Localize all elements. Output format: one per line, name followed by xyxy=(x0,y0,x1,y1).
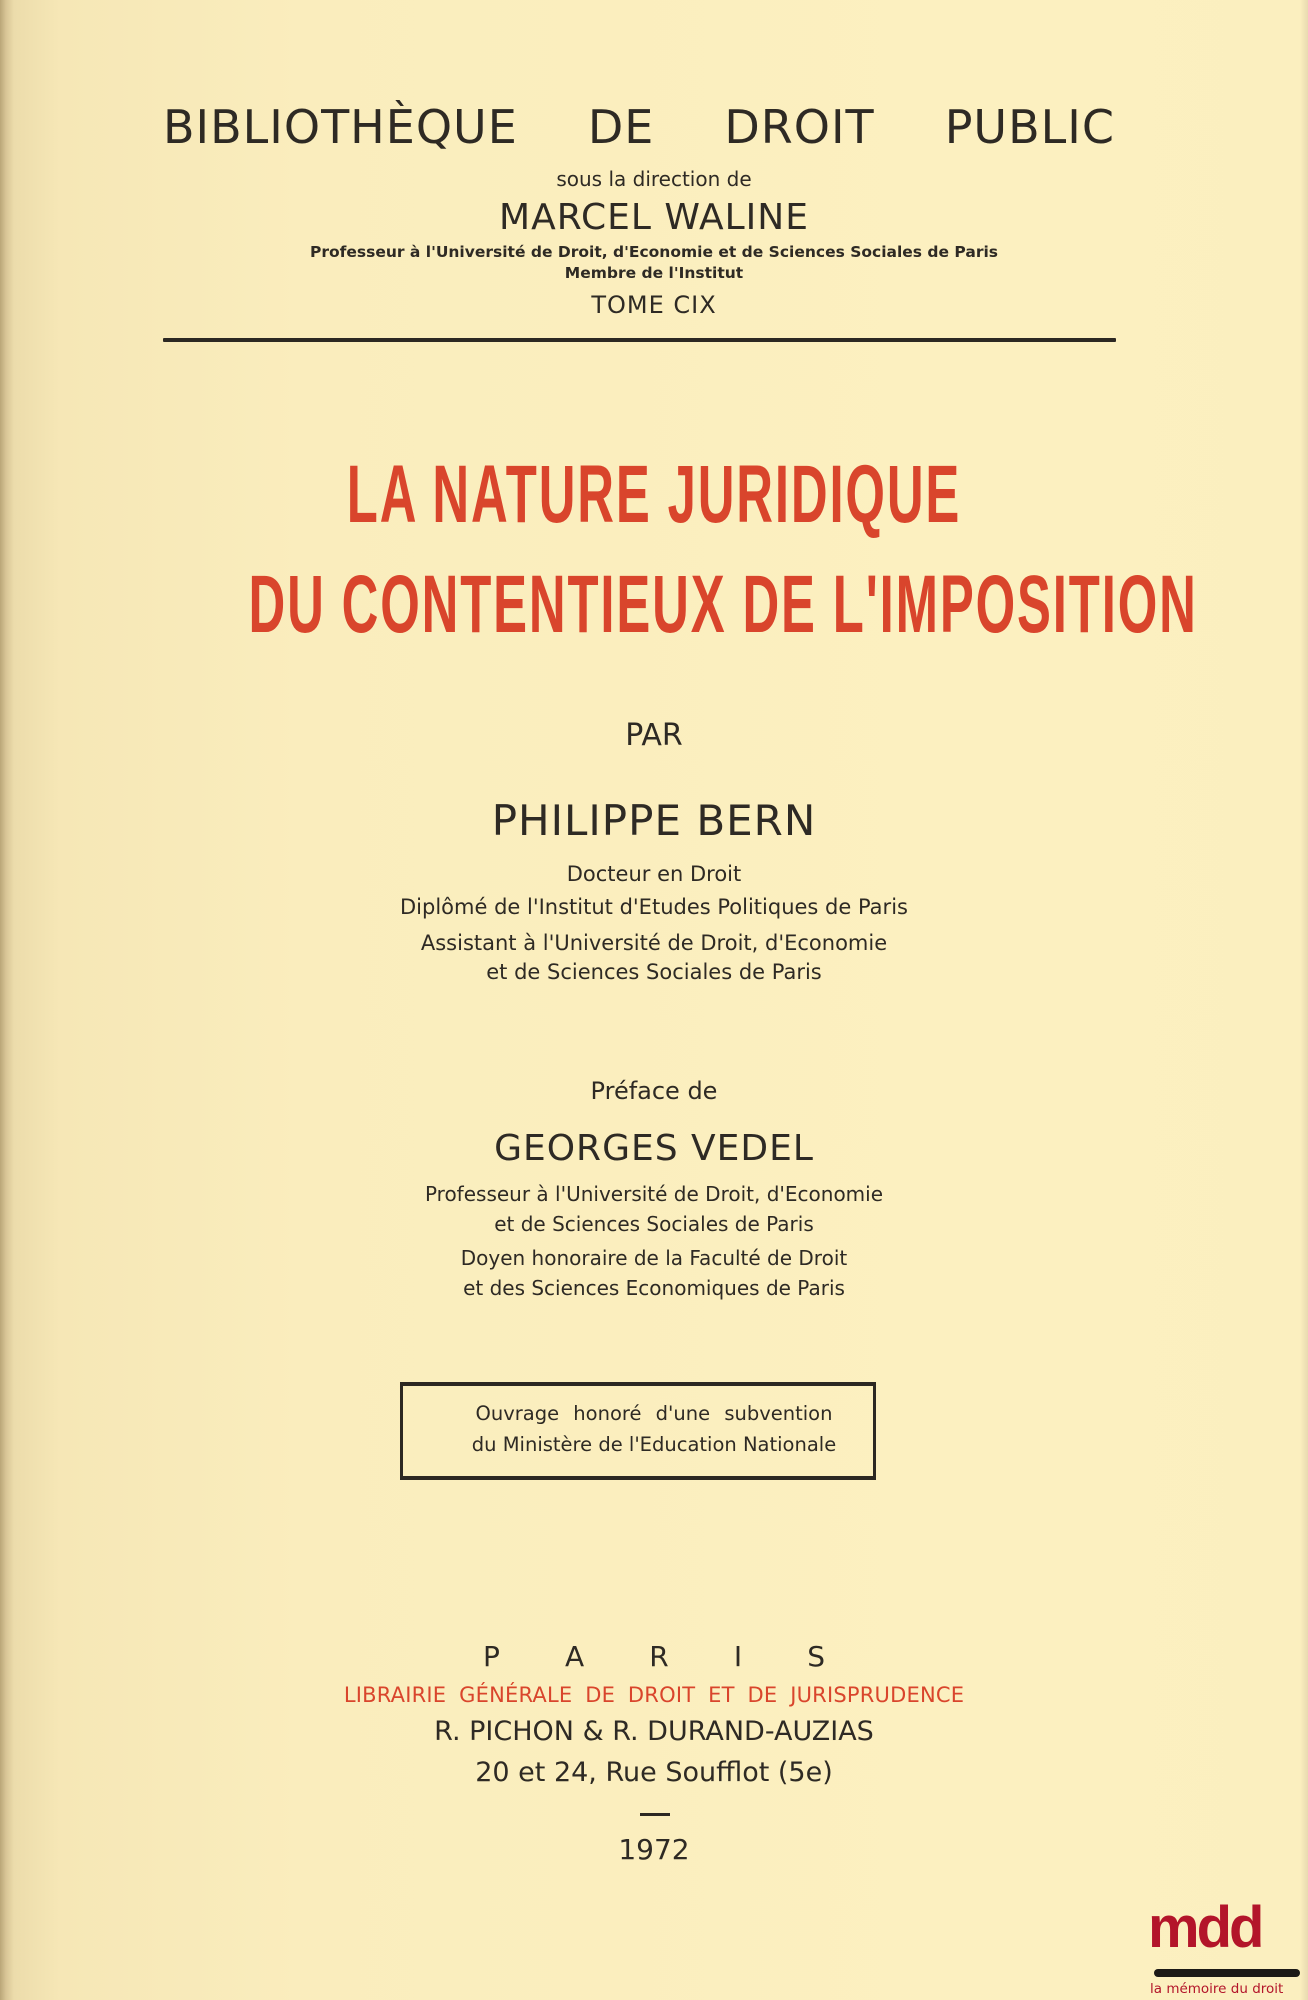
city-letter: R xyxy=(649,1640,669,1673)
publisher-name: LIBRAIRIE GÉNÉRALE DE DROIT ET DE JURISPRUDENCE xyxy=(343,1683,965,1707)
logo-underline xyxy=(1154,1969,1300,1977)
director-title: Membre de l'Institut xyxy=(564,264,744,282)
preface-author-name: GEORGES VEDEL xyxy=(494,1128,814,1169)
grant-notice-line: Ouvrage honoré d'une subvention xyxy=(475,1402,833,1425)
series-director: MARCEL WALINE xyxy=(499,197,809,238)
author-name: PHILIPPE BERN xyxy=(491,796,817,845)
publication-year: 1972 xyxy=(618,1833,690,1866)
director-title: Professeur à l'Université de Droit, d'Economie et de Sciences Sociales de Paris xyxy=(309,243,999,261)
series-title xyxy=(163,100,1115,154)
city-letter: P xyxy=(483,1640,500,1673)
grant-notice-line: du Ministère de l'Education Nationale xyxy=(471,1433,837,1456)
grant-notice-box xyxy=(400,1382,876,1480)
printers: R. PICHON & R. DURAND-AUZIAS xyxy=(434,1716,874,1747)
series-word: DROIT xyxy=(724,100,875,154)
volume-number: TOME CIX xyxy=(591,291,717,319)
series-word: BIBLIOTHÈQUE xyxy=(163,100,518,154)
author-credential: Diplômé de l'Institut d'Etudes Politiques de Paris xyxy=(400,895,908,919)
series-word: PUBLIC xyxy=(944,100,1115,154)
city-letter: I xyxy=(733,1640,743,1673)
mdd-logo-mark: mdd xyxy=(1148,1895,1262,1960)
logo-tagline: la mémoire du droit xyxy=(1150,1981,1284,1997)
publisher-address: 20 et 24, Rue Soufflot (5e) xyxy=(475,1757,833,1788)
direction-label: sous la direction de xyxy=(556,167,752,191)
preface-author-credential: Professeur à l'Université de Droit, d'Economie xyxy=(424,1182,884,1206)
imprint-divider xyxy=(640,1813,670,1816)
author-credential: Assistant à l'Université de Droit, d'Economie xyxy=(420,931,888,955)
preface-author-credential: et de Sciences Sociales de Paris xyxy=(494,1212,814,1236)
preface-author-credential: Doyen honoraire de la Faculté de Droit xyxy=(460,1246,848,1270)
series-word: DE xyxy=(587,100,655,154)
city-letter: A xyxy=(565,1640,585,1673)
mdd-logo xyxy=(1148,1893,1308,2000)
author-credential: et de Sciences Sociales de Paris xyxy=(486,960,822,984)
by-label: PAR xyxy=(625,718,683,753)
header-divider xyxy=(163,338,1116,342)
book-title-line-2: DU CONTENTIEUX DE L'IMPOSITION xyxy=(248,559,1198,650)
book-title-line-1: LA NATURE JURIDIQUE xyxy=(346,449,962,540)
city-letter: S xyxy=(807,1640,825,1673)
author-credential: Docteur en Droit xyxy=(566,862,742,886)
preface-author-credential: et des Sciences Economiques de Paris xyxy=(463,1276,845,1300)
preface-label: Préface de xyxy=(590,1077,718,1105)
publication-city xyxy=(0,1640,1308,1673)
